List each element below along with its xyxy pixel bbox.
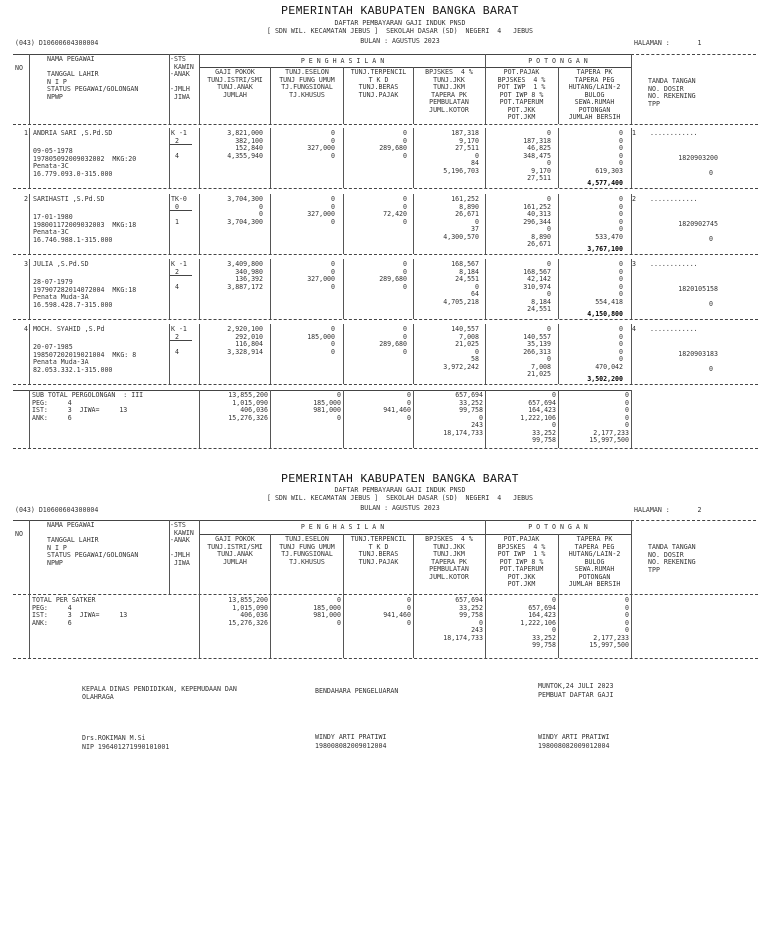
- signature-kepala-name: Drs.ROKIMAN M.Si: [82, 734, 146, 742]
- col-header-terpencil: TUNJ.TERPENCIL T K D TUNJ.BERAS TUNJ.PAJAK: [350, 68, 407, 99]
- dosir-number: 1820105158: [678, 285, 718, 293]
- row-divider: [13, 319, 758, 320]
- col-header-eselon: TUNJ.ESELON TUNJ FUNG UMUM TJ.FUNGSIONAL TJ.KHUSUS: [279, 535, 335, 566]
- signature-line: ............: [650, 195, 698, 203]
- employee-status: K -1 2 4: [171, 260, 187, 291]
- total-eselon: 0 185,000 981,000 0: [313, 596, 341, 627]
- eselon-values: 0 0 327,000 0: [307, 195, 335, 226]
- bpjs-values: 168,567 8,184 24,551 0 64 4,705,218: [443, 260, 479, 306]
- period-line: BULAN : AGUSTUS 2023: [360, 37, 440, 45]
- total-potongan-pajak: 0 657,694 164,423 1,222,106 0 33,252 99,758: [520, 596, 556, 650]
- terpencil-values: 0 0 289,680 0: [379, 325, 407, 356]
- row-divider: [29, 324, 30, 384]
- net-salary: 3,767,100: [587, 245, 623, 253]
- signature-place-date: MUNTOK,24 JULI 2023: [538, 682, 614, 690]
- signature-number: 2: [632, 195, 636, 203]
- row-divider: [13, 384, 758, 385]
- signature-line: ............: [650, 129, 698, 137]
- col-header-bpjs: BPJSKES 4 % TUNJ.JKK TUNJ.JKM TAPERA PK PEMBULATAN JUML.KOTOR: [425, 535, 473, 581]
- unit-line: [ SDN WIL. KECAMATAN JEBUS ] SEKOLAH DASAR (SD) NEGERI 4 JEBUS: [267, 27, 533, 35]
- employee-detail: 17-01-1980 198001172009032003 MKG:18 Penata-3C 16.746.988.1-315.000: [33, 213, 137, 244]
- row-divider: [29, 194, 30, 254]
- employee-detail: 20-07-1985 198507202019021004 MKG: 8 Penata Muda-3A 82.053.332.1-315.000: [33, 343, 137, 374]
- subtotal-label: SUB TOTAL PERGOLONGAN : III PEG: 4 IST: 3 JIWA= 13 ANK: 6: [32, 391, 144, 422]
- signature-line: ............: [650, 325, 698, 333]
- total-bpjs: 657,694 33,252 99,758 0 243 18,174,733: [443, 596, 483, 642]
- subtotal-terpencil: 0 0 941,460 0: [383, 391, 411, 422]
- tpp-value: 0: [709, 365, 713, 373]
- employee-detail: 28-07-1979 197907282014072004 MKG:18 Penata Muda-3A 16.598.428.7-315.000: [33, 278, 137, 309]
- eselon-values: 0 185,000 0 0: [307, 325, 335, 356]
- col-header-potongan: P O T O N G A N: [528, 523, 588, 531]
- signature-pembuat-title: PEMBUAT DAFTAR GAJI: [538, 691, 614, 699]
- gaji-values: 3,704,300 0 0 3,704,300: [227, 195, 263, 226]
- col-header-sts: -STS KAWIN -ANAK -JMLH JIWA: [170, 521, 194, 567]
- terpencil-values: 0 0 289,680 0: [379, 260, 407, 291]
- row-number: 1: [24, 129, 28, 137]
- col-header-no: NO: [15, 64, 23, 72]
- signature-line: ............: [650, 260, 698, 268]
- col-header-bpjs: BPJSKES 4 % TUNJ.JKK TUNJ.JKM TAPERA PK PEMBULATAN JUML.KOTOR: [425, 68, 473, 114]
- col-header-tapera: TAPERA PK TAPERA PEG HUTANG/LAIN-2 BULOG SEWA.RUMAH POTONGAN JUMLAH BERSIH: [568, 535, 621, 589]
- gaji-values: 2,920,100 292,010 116,804 3,328,914: [227, 325, 263, 356]
- tpp-value: 0: [709, 235, 713, 243]
- dosir-number: 1820903200: [678, 154, 718, 162]
- unit-code: (043) D10600604300004: [15, 506, 99, 514]
- net-salary: 4,150,800: [587, 310, 623, 318]
- row-number: 3: [24, 260, 28, 268]
- employee-status: TK-0 0 1: [171, 195, 187, 226]
- subtotal-eselon: 0 185,000 981,000 0: [313, 391, 341, 422]
- row-divider: [29, 259, 30, 319]
- page-number: HALAMAN : 1: [634, 39, 702, 47]
- tpp-value: 0: [709, 300, 713, 308]
- signature-bendahara-name: WINDY ARTI PRATIWI: [315, 733, 387, 741]
- signature-pembuat-name: WINDY ARTI PRATIWI: [538, 733, 610, 741]
- bpjs-values: 140,557 7,008 21,025 0 58 3,972,242: [443, 325, 479, 371]
- row-number: 4: [24, 325, 28, 333]
- employee-status: K -1 2 4: [171, 325, 187, 356]
- terpencil-values: 0 0 289,680 0: [379, 129, 407, 160]
- period-line: BULAN : AGUSTUS 2023: [360, 504, 440, 512]
- signature-kepala-nip: NIP 196401271990101001: [82, 743, 170, 751]
- eselon-values: 0 0 327,000 0: [307, 129, 335, 160]
- col-header-eselon: TUNJ.ESELON TUNJ FUNG UMUM TJ.FUNGSIONAL TJ.KHUSUS: [279, 68, 335, 99]
- col-header-gaji: GAJI POKOK TUNJ.ISTRI/SMI TUNJ.ANAK JUMLAH: [207, 68, 263, 99]
- signature-number: 1: [632, 129, 636, 137]
- potongan-pajak-values: 0 187,318 46,825 348,475 0 9,170 27,511: [523, 129, 551, 183]
- row-divider: [169, 128, 170, 188]
- col-header-no: NO: [15, 530, 23, 538]
- employee-detail: 09-05-1978 197805092009032002 MKG:20 Penata-3C 16.779.093.0-315.000: [33, 147, 137, 178]
- page-number: HALAMAN : 2: [634, 506, 702, 514]
- col-header-tapera: TAPERA PK TAPERA PEG HUTANG/LAIN-2 BULOG SEWA.RUMAH POTONGAN JUMLAH BERSIH: [568, 68, 621, 122]
- col-header-gaji: GAJI POKOK TUNJ.ISTRI/SMI TUNJ.ANAK JUMLAH: [207, 535, 263, 566]
- signature-number: 3: [632, 260, 636, 268]
- row-divider: [29, 128, 30, 188]
- total-tapera: 0 0 0 0 0 2,177,233 15,997,500: [589, 596, 629, 650]
- employee-status: K -1 2 4: [171, 129, 187, 160]
- col-header-sts: -STS KAWIN -ANAK -JMLH JIWA: [170, 55, 194, 101]
- employee-name: SARIHASTI ,S.Pd.SD: [33, 195, 105, 203]
- dosir-number: 1820903183: [678, 350, 718, 358]
- gaji-values: 3,409,800 340,980 136,392 3,887,172: [227, 260, 263, 291]
- total-terpencil: 0 0 941,460 0: [383, 596, 411, 627]
- row-number: 2: [24, 195, 28, 203]
- col-header-tanda-tangan: TANDA TANGAN NO. DOSIR NO. REKENING TPP: [648, 543, 696, 574]
- signature-number: 4: [632, 325, 636, 333]
- tapera-values: 0 0 0 0 0 554,418: [595, 260, 623, 306]
- tapera-values: 0 0 0 0 0 533,470: [595, 195, 623, 241]
- subtotal-gaji: 13,855,200 1,015,090 406,036 15,276,326: [228, 391, 268, 422]
- row-divider: [13, 188, 758, 189]
- employee-name: MOCH. SYAHID ,S.Pd: [33, 325, 105, 333]
- total-gaji: 13,855,200 1,015,090 406,036 15,276,326: [228, 596, 268, 627]
- eselon-values: 0 0 327,000 0: [307, 260, 335, 291]
- signature-bendahara-nip: 198008082009012004: [315, 742, 387, 750]
- tapera-values: 0 0 0 0 0 619,303: [595, 129, 623, 175]
- col-header-potongan-pajak: POT.PAJAK BPJSKES 4 % POT IWP 1 % POT IWP 8 % POT.TAPERUM POT.JKK POT.JKM: [497, 535, 546, 589]
- col-header-penghasilan: P E N G H A S I L A N: [300, 523, 385, 531]
- row-divider: [169, 194, 170, 254]
- tpp-value: 0: [709, 169, 713, 177]
- col-header-pegawai: NAMA PEGAWAI TANGGAL LAHIR N I P STATUS PEGAWAI/GOLONGAN NPWP: [47, 55, 139, 101]
- unit-line: [ SDN WIL. KECAMATAN JEBUS ] SEKOLAH DASAR (SD) NEGERI 4 JEBUS: [267, 494, 533, 502]
- potongan-pajak-values: 0 161,252 40,313 296,344 0 8,890 26,671: [523, 195, 551, 249]
- gaji-values: 3,821,000 382,100 152,840 4,355,940: [227, 129, 263, 160]
- row-divider: [169, 324, 170, 384]
- bpjs-values: 161,252 8,890 26,671 0 37 4,300,570: [443, 195, 479, 241]
- employee-name: ANDRIA SARI ,S.Pd.SD: [33, 129, 113, 137]
- page-title: PEMERINTAH KABUPATEN BANGKA BARAT: [281, 473, 519, 486]
- col-header-penghasilan: P E N G H A S I L A N: [300, 57, 385, 65]
- net-salary: 4,577,400: [587, 179, 623, 187]
- dosir-number: 1820902745: [678, 220, 718, 228]
- col-header-terpencil: TUNJ.TERPENCIL T K D TUNJ.BERAS TUNJ.PAJAK: [350, 535, 407, 566]
- net-salary: 3,502,200: [587, 375, 623, 383]
- employee-name: JULIA ,S.Pd.SD: [33, 260, 89, 268]
- signature-pembuat-nip: 198008082009012004: [538, 742, 610, 750]
- document-subtitle: DAFTAR PEMBAYARAN GAJI INDUK PNSD: [334, 486, 466, 494]
- col-header-potongan: P O T O N G A N: [528, 57, 588, 65]
- document-subtitle: DAFTAR PEMBAYARAN GAJI INDUK PNSD: [334, 19, 466, 27]
- potongan-pajak-values: 0 168,567 42,142 310,974 0 8,184 24,551: [523, 260, 551, 314]
- col-header-tanda-tangan: TANDA TANGAN NO. DOSIR NO. REKENING TPP: [648, 77, 696, 108]
- bpjs-values: 187,318 9,170 27,511 0 84 5,196,703: [443, 129, 479, 175]
- row-divider: [169, 259, 170, 319]
- potongan-pajak-values: 0 140,557 35,139 266,313 0 7,008 21,025: [523, 325, 551, 379]
- subtotal-tapera: 0 0 0 0 0 2,177,233 15,997,500: [589, 391, 629, 445]
- total-label: TOTAL PER SATKER PEG: 4 IST: 3 JIWA= 13 ANK: 6: [32, 596, 128, 627]
- row-divider: [13, 254, 758, 255]
- signature-bendahara-title: BENDAHARA PENGELUARAN: [315, 687, 399, 695]
- subtotal-potongan-pajak: 0 657,694 164,423 1,222,106 0 33,252 99,758: [520, 391, 556, 445]
- col-header-pegawai: NAMA PEGAWAI TANGGAL LAHIR N I P STATUS PEGAWAI/GOLONGAN NPWP: [47, 521, 139, 567]
- subtotal-bpjs: 657,694 33,252 99,758 0 243 18,174,733: [443, 391, 483, 437]
- unit-code: (043) D10600604300004: [15, 39, 99, 47]
- tapera-values: 0 0 0 0 0 470,042: [595, 325, 623, 371]
- col-header-potongan-pajak: POT.PAJAK BPJSKES 4 % POT IWP 1 % POT IWP 8 % POT.TAPERUM POT.JKK POT.JKM: [497, 68, 546, 122]
- signature-kepala-title: KEPALA DINAS PENDIDIKAN, KEPEMUDAAN DAN OLAHRAGA: [82, 685, 237, 701]
- page-title: PEMERINTAH KABUPATEN BANGKA BARAT: [281, 5, 519, 18]
- terpencil-values: 0 0 72,420 0: [383, 195, 407, 226]
